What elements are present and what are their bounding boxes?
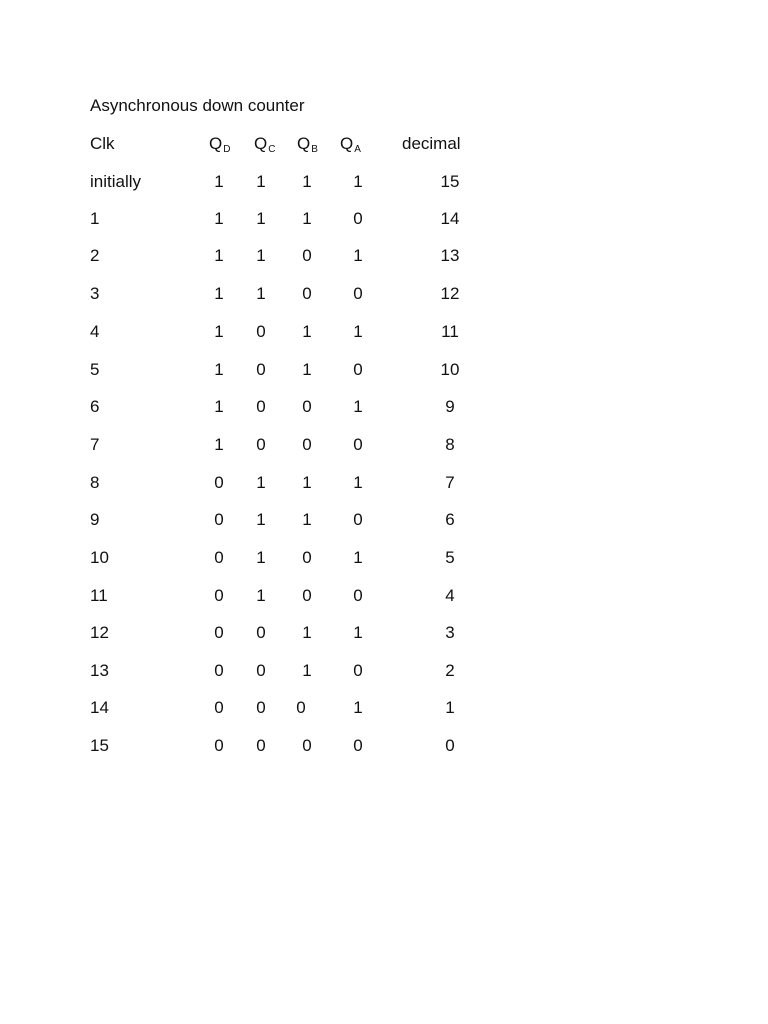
cell-qd: 0 (214, 473, 224, 492)
table-row (0, 283, 768, 305)
cell-clk: 7 (90, 435, 100, 454)
cell-clk: 8 (90, 473, 100, 492)
cell-qb: 0 (296, 698, 306, 717)
cell-qa: 0 (353, 284, 363, 303)
table-row (0, 697, 768, 719)
cell-clk: 6 (90, 397, 100, 416)
header-qb-main: Q (297, 134, 311, 153)
cell-qd: 1 (214, 397, 224, 416)
cell-qa: 1 (353, 698, 363, 717)
cell-clk: 1 (90, 209, 100, 228)
header-qb-subscript: B (311, 144, 318, 155)
cell-qb: 1 (302, 322, 312, 341)
cell-qb: 0 (302, 586, 312, 605)
header-qa-subscript: A (354, 144, 361, 155)
cell-decimal: 6 (445, 510, 455, 529)
cell-qb: 0 (302, 284, 312, 303)
cell-qb: 1 (302, 623, 312, 642)
cell-qa: 0 (353, 586, 363, 605)
cell-qd: 1 (214, 172, 224, 191)
table-row (0, 245, 768, 267)
cell-decimal: 4 (445, 586, 455, 605)
cell-clk: 14 (90, 698, 109, 717)
cell-qd: 0 (214, 698, 224, 717)
cell-qb: 1 (302, 661, 312, 680)
cell-qa: 0 (353, 736, 363, 755)
cell-clk: 12 (90, 623, 109, 642)
cell-qc: 1 (256, 548, 266, 567)
cell-qa: 1 (353, 322, 363, 341)
table-row (0, 660, 768, 682)
table-row (0, 434, 768, 456)
cell-qc: 1 (256, 473, 266, 492)
cell-qa: 1 (353, 548, 363, 567)
cell-qc: 0 (256, 736, 266, 755)
cell-qd: 0 (214, 623, 224, 642)
cell-clk: 9 (90, 510, 100, 529)
cell-decimal: 11 (441, 322, 459, 341)
cell-qa: 0 (353, 510, 363, 529)
cell-qa: 1 (353, 172, 363, 191)
cell-decimal: 12 (440, 284, 460, 303)
cell-clk: 3 (90, 284, 100, 303)
header-qd-subscript: D (223, 144, 231, 155)
table-row (0, 472, 768, 494)
cell-qb: 0 (302, 397, 312, 416)
header-qd (209, 133, 231, 161)
cell-decimal: 2 (445, 661, 455, 680)
cell-qd: 0 (214, 661, 224, 680)
table-row (0, 735, 768, 757)
table-row (0, 622, 768, 644)
cell-clk: 5 (90, 360, 100, 379)
cell-qc: 1 (256, 510, 266, 529)
cell-clk: 4 (90, 322, 100, 341)
cell-qd: 1 (214, 209, 224, 228)
header-qa-main: Q (340, 134, 354, 153)
table-row (0, 585, 768, 607)
cell-clk: 13 (90, 661, 109, 680)
cell-qa: 1 (353, 397, 363, 416)
cell-qd: 1 (214, 360, 224, 379)
cell-decimal: 5 (445, 548, 455, 567)
cell-qb: 1 (302, 510, 312, 529)
cell-qd: 1 (214, 284, 224, 303)
cell-clk: initially (90, 172, 142, 191)
cell-qb: 0 (302, 548, 312, 567)
header-qc-main: Q (254, 134, 268, 153)
cell-decimal: 9 (445, 397, 455, 416)
cell-decimal: 3 (445, 623, 455, 642)
cell-qc: 1 (256, 586, 266, 605)
cell-qd: 1 (214, 435, 224, 454)
table-row (0, 359, 768, 381)
header-decimal: decimal (402, 134, 461, 153)
cell-qc: 1 (256, 246, 266, 265)
cell-qa: 0 (353, 661, 363, 680)
cell-qb: 1 (302, 209, 312, 228)
header-qc-subscript: C (268, 144, 276, 155)
cell-clk: 10 (90, 548, 109, 567)
cell-qb: 1 (302, 172, 312, 191)
cell-decimal: 10 (440, 360, 460, 379)
cell-qc: 1 (256, 284, 266, 303)
cell-decimal: 13 (440, 246, 460, 265)
cell-qa: 1 (353, 623, 363, 642)
cell-qd: 1 (214, 246, 224, 265)
cell-decimal: 7 (445, 473, 455, 492)
table-row (0, 321, 768, 343)
cell-qc: 0 (256, 322, 266, 341)
cell-qa: 1 (353, 473, 363, 492)
cell-qd: 0 (214, 510, 224, 529)
header-qd-main: Q (209, 134, 223, 153)
cell-clk: 2 (90, 246, 100, 265)
cell-qc: 1 (256, 172, 266, 191)
cell-decimal: 14 (440, 209, 460, 228)
table-row (0, 509, 768, 531)
cell-qd: 0 (214, 586, 224, 605)
cell-decimal: 1 (445, 698, 455, 717)
cell-clk: 15 (90, 736, 109, 755)
cell-qc: 0 (256, 397, 266, 416)
cell-qb: 0 (302, 736, 312, 755)
cell-clk: 11 (90, 586, 108, 605)
header-qb (297, 133, 319, 161)
cell-qa: 0 (353, 360, 363, 379)
table-row (0, 547, 768, 569)
header-row (0, 133, 768, 155)
cell-qa: 1 (353, 246, 363, 265)
document-title: Asynchronous down counter (90, 96, 305, 115)
header-qa (340, 133, 362, 161)
cell-decimal: 0 (445, 736, 455, 755)
cell-qc: 0 (256, 661, 266, 680)
cell-qc: 1 (256, 209, 266, 228)
header-clk: Clk (90, 134, 115, 153)
cell-qb: 0 (302, 435, 312, 454)
cell-qd: 0 (214, 736, 224, 755)
cell-qc: 0 (256, 623, 266, 642)
cell-decimal: 8 (445, 435, 455, 454)
table-row (0, 396, 768, 418)
table-row (0, 171, 768, 193)
cell-decimal: 15 (440, 172, 460, 191)
cell-qb: 1 (302, 473, 312, 492)
cell-qa: 0 (353, 209, 363, 228)
cell-qb: 1 (302, 360, 312, 379)
cell-qc: 0 (256, 698, 266, 717)
cell-qc: 0 (256, 360, 266, 379)
cell-qa: 0 (353, 435, 363, 454)
cell-qb: 0 (302, 246, 312, 265)
header-qc (254, 133, 276, 161)
table-row (0, 208, 768, 230)
cell-qc: 0 (256, 435, 266, 454)
cell-qd: 0 (214, 548, 224, 567)
cell-qd: 1 (214, 322, 224, 341)
